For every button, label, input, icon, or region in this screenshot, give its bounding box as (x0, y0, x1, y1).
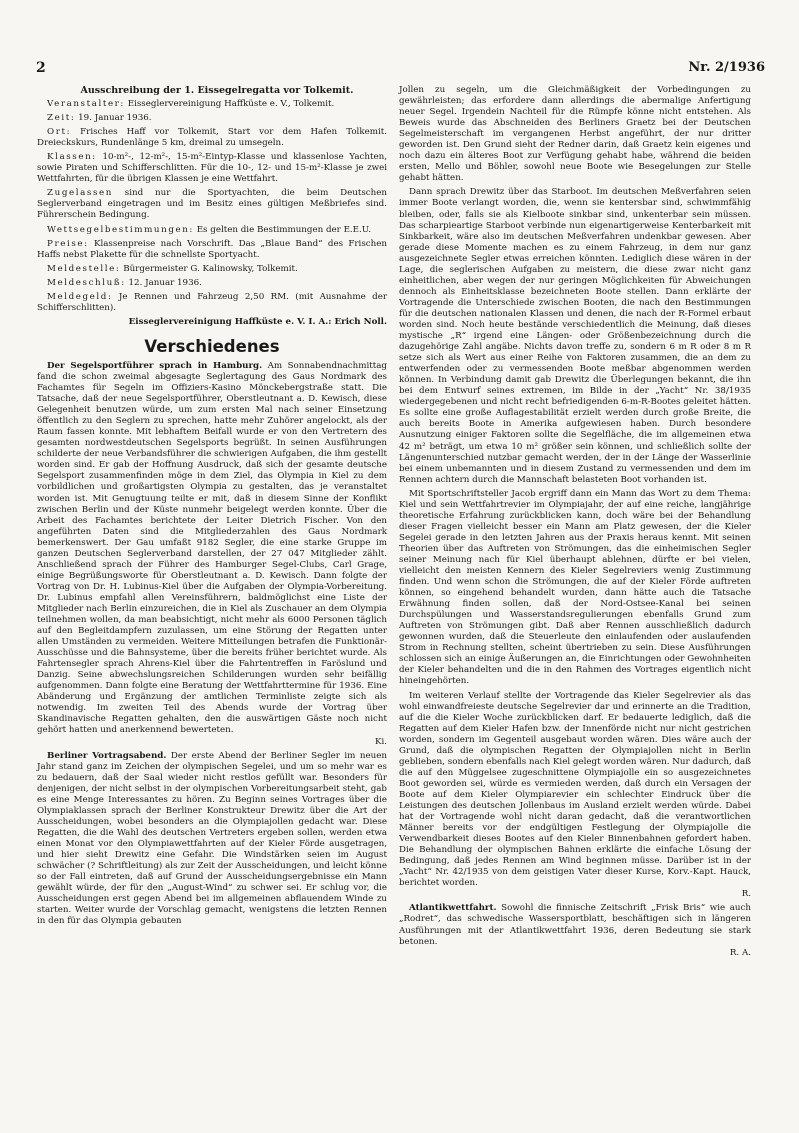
article-berlin (37, 751, 387, 928)
announcement-title: Ausschreibung der 1. Eissegelregatta vor Tolkemit. (80, 85, 354, 96)
item-text: 10-m²-, 12-m²-, 15-m²-Eintyp-Klasse und klassenlose Yachten, sowie Piraten und Schifferschlitten. Für die 10-, 12- und 15-m²-Klasse je zwei Wettfahrten, für die übrigen Klassen je eine Wettfahrt. (37, 152, 387, 185)
item-text: Frisches Haff vor Tolkemit, Start vor dem Hafen Tolkemit. Dreieckskurs, Rundenlänge 5 km, dreimal zu umsegeln. (37, 127, 387, 149)
article-initials: R. A. (729, 947, 751, 958)
article-headline: Berliner Vortragsabend. (47, 750, 167, 761)
announcement-item (37, 152, 387, 185)
item-label: Veranstalter: (47, 99, 125, 110)
item-text: Klassenpreise nach Vorschrift. Das „Blaue Band“ des Frischen Haffs nebst Plakette für die schnellste Sportyacht. (37, 238, 387, 260)
item-label: Preise: (47, 238, 89, 249)
announcement-item (37, 278, 387, 289)
article-body: Der erste Abend der Berliner Segler im neuen Jahr stand ganz im Zeichen der olympischen Segelei, und um so mehr war es zu bedauern, daß der Saal wieder nicht restlos gefüllt war. Besonders für denjenigen, der nicht selbst in der olympischen Vorbereitungsarbeit steht, gab es eine Menge Interessantes zu hören. Zu Beginn seines Vortrages über die Olympiaklassen sprach der Berliner Konstrukteur Drewitz über die Art der Ausscheidungen, wobei besonders an die Olympiajollen gedacht war. Diese Regatten, die die Wahl des deutschen Vertreters ergeben sollen, werden etwa einen Monat vor den Olympiawettfahrten auf der Kieler Förde ausgetragen, und hier sieht Drewitz eine Gefahr. Die Windstärken seien im August schwächer (? Schriftleitung) als zur Zeit der Ausscheidungen, und leicht könne so der Fall eintreten, daß auf Grund der Ausscheidungsergebnisse ein Mann gewählt würde, der für den „August-Wind“ zu schwer sei. Er schlug vor, die Ausscheidungen erst gegen Abend bei im allgemeinen abflauendem Winde zu starten. Weiter wurde der Vorschlag gemacht, wenigstens die letzten Rennen in den für das Olympia gebauten (37, 750, 387, 927)
announcement-signature: Eisseglervereinigung Haffküste e. V. I. A.: Erich Noll. (128, 316, 387, 327)
article-headline: Atlantikwettfahrt. (409, 903, 497, 914)
item-text: Eisseglervereinigung Haffküste e. V., Tolkemit. (124, 99, 335, 110)
item-text: Je Rennen und Fahrzeug 2,50 RM. (mit Ausnahme der Schifferschlitten). (37, 291, 387, 313)
article-hamburg (37, 361, 387, 748)
item-label: Meldeschluß: (47, 277, 126, 288)
item-text: 19. Januar 1936. (75, 113, 152, 124)
left-column (37, 85, 387, 930)
article-body: Sowohl die finnische Zeitschrift „Frisk Bris“ wie auch „Rodret“, das schwedische Wassersportblatt, beschäftigen sich in längeren Ausführungen mit der Atlantikwettfahrt 1936, deren Bedeutung sie stark betonen. (399, 903, 751, 947)
announcement-item (37, 225, 387, 236)
item-text: sind nur die Sportyachten, die beim Deutschen Seglerverband eingetragen und im Besitz eines gültigen Meßbriefes sind. Führerschein Bedingung. (37, 188, 387, 221)
announcement-item (37, 292, 387, 314)
announcement-item (37, 264, 387, 275)
item-label: Wettsegelbestimmungen: (47, 224, 194, 235)
announcement-item (37, 99, 387, 110)
item-text: 12. Januar 1936. (125, 277, 202, 288)
paragraph-text: Im weiteren Verlauf stellte der Vortragende das Kieler Segelrevier als das wohl einwandfreieste deutsche Segelrevier dar und erinnerte an die Tradition, auf die die Kieler Woche zurückblicken darf. Er bedauerte lediglich, daß die Regatten auf dem Kieler Hafen bzw. der Innenförde nicht nur nicht gestrichen worden, sondern im Gegenteil ausgebaut worden wären. Dies wäre auch der Grund, daß die olympischen Regatten der Olympiajollen nicht in Berlin geblieben, sondern ebenfalls nach Kiel gelegt worden wären. Nur dadurch, daß die auf den Müggelsee zugeschnittene Olympiajolle ein so ausgezeichnetes Boot geworden sei, würde es vermieden werden, daß durch ein Versagen der Boote auf dem Kieler Olympiarevier ein schlechter Eindruck über die Leistungen des deutschen Jollenbaus im Ausland erzielt werden würde. Dabei hat der Vortragende wohl nicht daran gedacht, daß die verantwortlichen Männer bereits vor der endgültigen Festlegung der Olympiajolle die Verwendbarkeit dieses Bootes auf den Kieler Binnenbahnen gefordert haben. Die Behandlung der olympischen Bahnen erklärte die einfache Lösung der Bedingung, daß jedes Rennen am Wind beginnen müsse. Darüber ist in der „Yacht“ Nr. 42/1935 von dem geistigen Vater dieser Kurse, Korv.-Kapt. Hauck, berichtet worden. (399, 690, 751, 889)
item-label: Zeit: (47, 113, 76, 124)
article-initials: R. (741, 889, 751, 900)
announcement-item (37, 127, 387, 149)
section-heading: Verschiedenes (144, 336, 280, 356)
item-text: Bürgermeister G. Kalinowsky, Tolkemit. (120, 263, 298, 274)
item-label: Ort: (47, 127, 72, 138)
announcement-item (37, 188, 387, 221)
article-initials: Ki. (374, 736, 387, 747)
article-paragraph: Mit Sportschriftsteller Jacob ergriff dann ein Mann das Wort zu dem Thema: Kiel und sein Wettfahrtrevier im Olympiajahr, der auf eine reiche, langjährige theoretische Erfahrung zurückblicken kann, doch wäre bei der Behandlung dieser Fragen vielleicht besser ein Mann am Platz gewesen, der die Kieler Segelei gerade in den letzten Jahren aus der Praxis heraus kennt. Mit seinen Theorien über das Auftreten von Strömungen, das die einheimischen Segler seiner Meinung nach für Kiel überhaupt ablehnen, dürfte er bei vielen, vielleicht den meisten Kennern des Kieler Segelreviers wenig Zustimmung finden. Und wenn schon die Strömungen, die auf der Kieler Förde auftreten können, so eingehend behandelt wurden, dann hätte auch die Tatsache Erwähnung finden sollen, daß der Nord-Ostsee-Kanal bei seinen Durchspülungen und Wasserstandsregulierungen ebenfalls Grund zum Auftreten von Strömungen gibt. Daß aber Rennen ausschließlich dadurch gewonnen wurden, daß die Steuerleute den einlaufenden oder auslaufenden Strom in Rechnung stellten, scheint übertrieben zu sein. Diese Ausführungen schlossen sich an einige Äußerungen an, die Einrichtungen oder Gewohnheiten der Kieler behandelten und die in den Rahmen des Vortrages eigentlich nicht hineingehörten. (399, 488, 751, 687)
announcement-item (37, 239, 387, 261)
item-label: Klassen: (47, 152, 97, 163)
item-label: Zugelassen (47, 188, 113, 199)
article-paragraph (399, 691, 751, 901)
item-label: Meldegeld: (47, 291, 113, 302)
article-body: Am Sonnabendnachmittag fand die schon zweimal abgesagte Seglertagung des Gaus Nordmark des Fachamtes für Segeln im Offiziers-Kasino Mönckebergstraße statt. Die Tatsache, daß der neue Segelsportführer, Oberstleutnant a. D. Kewisch, diese Gelegenheit benutzen würde, um zum ersten Mal nach seiner Einsetzung öffentlich zu den Seglern zu sprechen, hatte mehr Zuhörer angelockt, als der Raum fassen konnte. Mit lebhaftem Beifall wurde er von den Vertretern des gesamten nordwestdeutschen Segelsports begrüßt. In seinen Ausführungen schilderte der neue Verbandsführer die schwierigen Aufgaben, die ihm gestellt worden sind. Er gab der Hoffnung Ausdruck, daß sich der gesamte deutsche Segelsport zusammenfinden möge in dem Ziel, das Olympia in Kiel zu dem vorbildlichen und großartigsten Olympia zu gestalten, das je veranstaltet worden ist. Mit Genugtuung teilte er mit, daß in diesem Sinne der Konflikt zwischen Berlin und der Küste nunmehr beigelegt werden konnte. Über die Arbeit des Fachamtes berichtete der Leiter Dietrich Fischer. Von den angeführten Daten sind die Mitgliederzahlen des Gaus Nordmark bemerkenswert. Der Gau umfaßt 9182 Segler, die eine starke Gruppe im ganzen Deutschen Seglerverband darstellen, der 27 047 Mitglieder zählt. Anschließend sprach der Führer des Hamburger Segel-Clubs, Carl Grage, einige Begrüßungsworte für Oberstleutnant a. D. Kewisch. Dann folgte der Vortrag von Dr. H. Lubinus-Kiel über die Aufgaben der Olympia-Vorbereitung. Dr. Lubinus empfahl allen Vereinsführern, baldmöglichst eine Liste der Mitglieder nach Berlin einzureichen, die in Kiel als Zuschauer an dem Olympia teilnehmen wollen, da man beabsichtigt, nicht mehr als 6000 Personen täglich auf den Begleitdampfern zuzulassen, um eine Störung der Regatten unter allen Umständen zu vermeiden. Weitere Mitteilungen betrafen die Funktionär-Ausschüsse und die Bahnsysteme, über die bereits früher berichtet wurde. Als Fahrtensegler sprach Ahrens-Kiel über die Fahrtentreffen in Faröslund und Danzig. Seine abwechslungsreichen Schilderungen wurden sehr beifällig aufgenommen. Dann folgte eine Beratung der Wettfahrttermine für 1936. Eine Abänderung und Ergänzung der amtlichen Terminliste zeigte sich als notwendig. Im zweiten Teil des Abends wurde der Vortrag über Skandinavische Regatten gehalten, den die auswärtigen Gäste noch nicht gehört hatten und anerkennend bewerteten. (37, 360, 387, 736)
regatta-announcement (37, 85, 387, 328)
announcement-item (37, 113, 387, 124)
article-paragraph: Jollen zu segeln, um die Gleichmäßigkeit der Vorbedingungen zu gewährleisten; das erfordere dann allerdings die abermalige Anfertigung neuer Segel. Irgendein Nachteil für die Rümpfe könne nicht entstehen. Als Beweis wurde das Abschneiden des Berliners Graetz bei der Deutschen Segelmeisterschaft im vergangenen Herbst angeführt, der nur dritter geworden ist. Den Grund sieht der Redner darin, daß Graetz kein eigenes und noch dazu ein älteres Boot zur Verfügung gehabt habe, während die beiden ersten, Mello und Böhler, sowohl neue Boote wie Besegelungen zur Stelle gehabt hätten. (399, 85, 751, 184)
article-paragraph: Dann sprach Drewitz über das Starboot. Im deutschen Meßverfahren seien immer Boote verlangt worden, die, wenn sie kentersbar sind, schwimmfähig bleiben, oder, falls sie als Kielboote sinkbar sind, unkenterbar sein müssen. Das scharpieartige Starboot verbinde nun eigenartigerweise Kenterbarkeit mit Sinkbarkeit, wäre also im deutschen Meßverfahren undenkbar gewesen. Aber gerade diese Momente machen es zu einem Fahrzeug, in dem nur ganz ausgezeichnete Segler etwas erreichen könnten. Lediglich diese wären in der Lage, die seglerischen Aufgaben zu meistern, die diese zwar nicht ganz einheitlichen, aber wegen der nur geringen Möglichkeiten für Abweichungen dennoch als Einheitsklasse bezeichneten Boote stellen. Dann erklärte der Vortragende die Unterschiede zwischen Booten, die nach den Bestimmungen für die deutschen nationalen Klassen und denen, die nach der R-Formel erbaut worden sind. Noch heute bestände verschiedentlich die Meinung, daß dieses mystische „R“ irgend eine Längen- oder Größenbezeichnung durch die dazugehörige Zahl angäbe. Nichts davon treffe zu, sondern 6 m R oder 8 m R setze sich als Wert aus einer Reihe von Faktoren zusammen, die an dem zu entwerfenden oder zu vermessenden Boote meßbar abgenommen werden können. In Verbindung damit gab Drewitz die Überlegungen bekannt, die ihn bei dem Entwurf seines extremen, im Bilde in der „Yacht“ Nr. 38/1935 wiedergegebenen und nicht recht befriedigenden 6-m-R-Bootes geleitet hätten. Es sollte eine große Auflagestabilität erzielt werden durch große Breite, die auch bereits Boote in Amerika aufgewiesen haben. Durch besondere Ausnutzung einiger Faktoren sollte die Segelfläche, die im allgemeinen etwa 42 m² beträgt, um etwa 10 m² größer sein können, und schließlich sollte der Längenunterschied nutzbar gemacht werden, der in der Länge der Wasserlinie bei einem unbemannten und in diesem Zustand zu vermessenden und dem im Rennen achtern durch die Mannschaft belasteten Boot vorhanden ist. (399, 187, 751, 485)
item-text: Es gelten die Bestimmungen der E.E.U. (193, 224, 372, 235)
right-column (399, 85, 751, 962)
page-number: 2 (36, 60, 46, 76)
item-label: Meldestelle: (47, 263, 121, 274)
article-headline: Der Segelsportführer sprach in Hamburg. (47, 360, 263, 371)
article-atlantic (399, 903, 751, 958)
issue-number: Nr. 2/1936 (688, 60, 765, 75)
